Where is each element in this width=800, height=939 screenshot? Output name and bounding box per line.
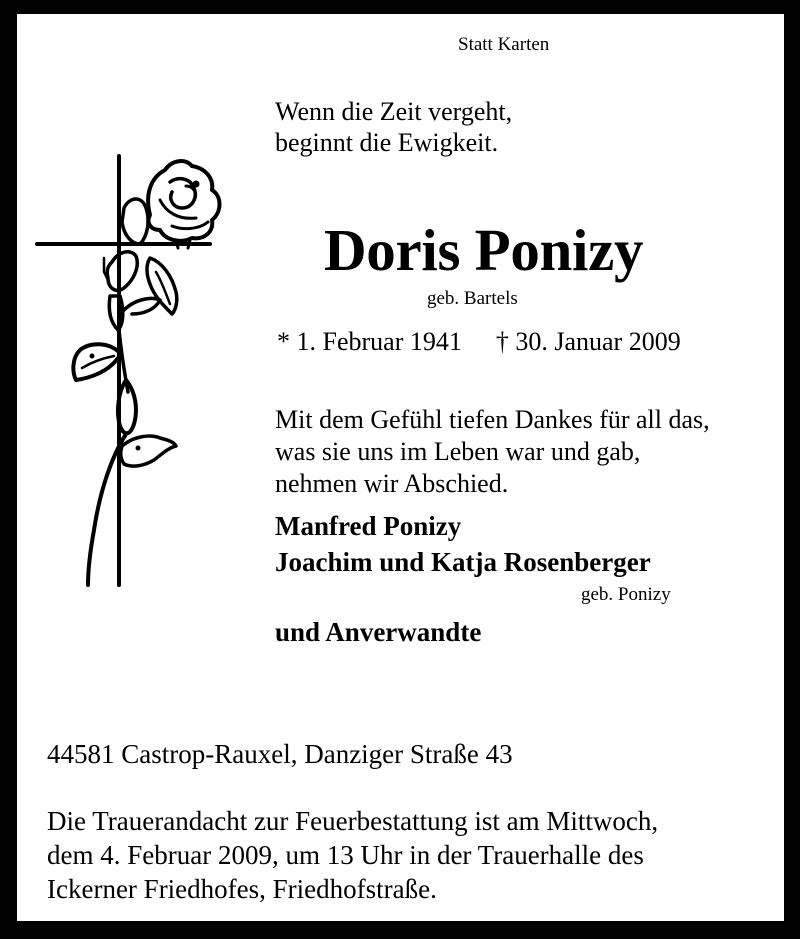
thanks-line: was sie uns im Leben war und gab, — [275, 437, 641, 466]
address: 44581 Castrop-Rauxel, Danziger Straße 43 — [47, 739, 513, 769]
deceased-maiden-name: geb. Bartels — [427, 288, 518, 309]
death-date: † 30. Januar 2009 — [495, 327, 681, 356]
ceremony-line: dem 4. Februar 2009, um 13 Uhr in der Trauerhalle des — [47, 840, 644, 870]
ceremony-info — [47, 804, 658, 906]
header-statt-karten: Statt Karten — [458, 34, 550, 55]
mourners-list — [275, 508, 651, 580]
thanks-text — [275, 404, 710, 500]
ceremony-line: Ickerner Friedhofes, Friedhofstraße. — [47, 874, 437, 904]
motto — [275, 96, 512, 158]
mourner-name: Manfred Ponizy — [275, 511, 462, 541]
thanks-line: Mit dem Gefühl tiefen Dankes für all das, — [275, 405, 710, 434]
mourner-name: Joachim und Katja Rosenberger — [275, 547, 651, 577]
motto-line: beginnt die Ewigkeit. — [275, 128, 499, 157]
thanks-line: nehmen wir Abschied. — [275, 469, 509, 498]
mourner-maiden-note: geb. Ponizy — [581, 584, 671, 605]
deceased-name: Doris Ponizy — [324, 217, 644, 283]
cross-with-rose-icon — [30, 150, 230, 590]
birth-date: * 1. Februar 1941 — [277, 327, 462, 356]
ceremony-line: Die Trauerandacht zur Feuerbestattung ist am Mittwoch, — [47, 806, 659, 836]
life-dates — [277, 326, 681, 358]
relatives-line: und Anverwandte — [275, 617, 482, 647]
motto-line: Wenn die Zeit vergeht, — [275, 97, 513, 126]
